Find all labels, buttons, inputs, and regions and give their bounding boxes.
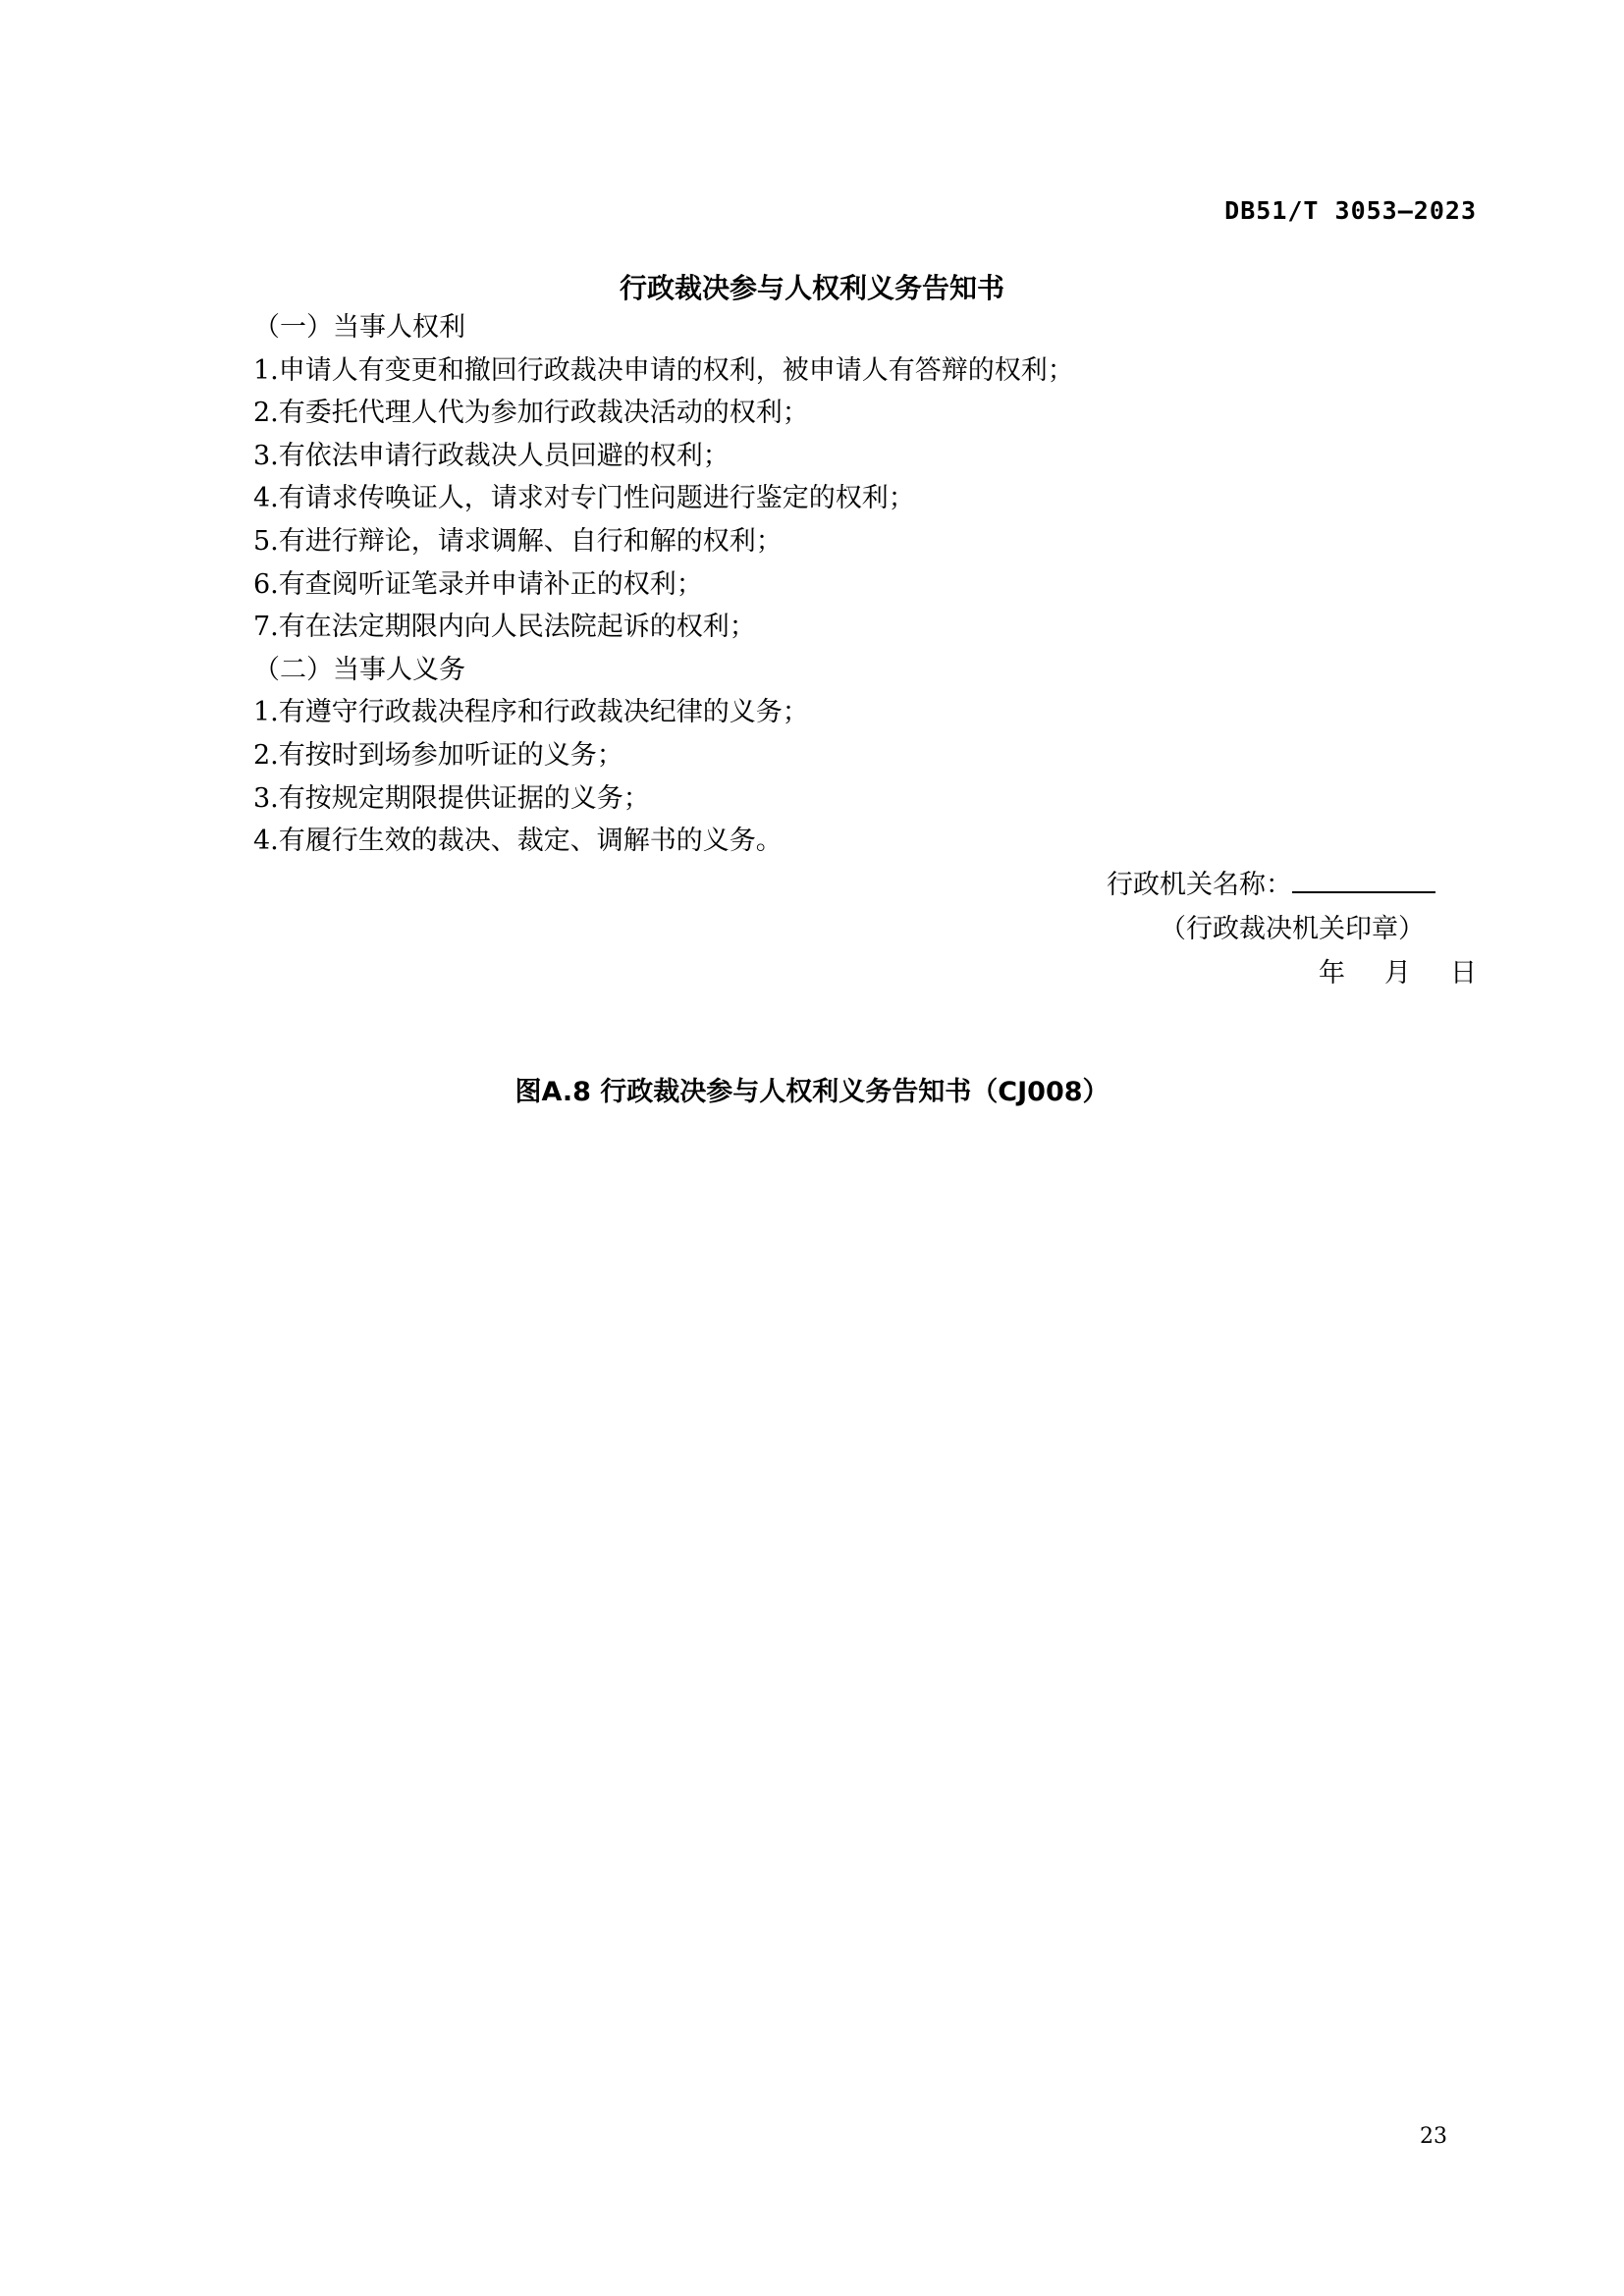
rights-item: 3.有依法申请行政裁决人员回避的权利； [253, 440, 730, 471]
seal-note: （行政裁决机关印章） [1160, 914, 1425, 944]
rights-item: 5.有进行辩论，请求调解、自行和解的权利； [253, 525, 783, 557]
rights-item: 1.申请人有变更和撤回行政裁决申请的权利，被申请人有答辩的权利； [253, 354, 1074, 386]
standard-code: DB51/T 3053—2023 [1224, 196, 1477, 225]
signature-block [986, 862, 1477, 995]
agency-name-row [986, 862, 1477, 907]
date-day: 日 [1450, 958, 1477, 988]
rights-item: 6.有查阅听证笔录并申请补正的权利； [253, 568, 703, 600]
section-heading-obligations: （二）当事人义务 [253, 654, 465, 685]
rights-item: 4.有请求传唤证人，请求对专门性问题进行鉴定的权利； [253, 483, 915, 514]
rights-item: 2.有委托代理人代为参加行政裁决活动的权利； [253, 398, 809, 429]
document-title: 行政裁决参与人权利义务告知书 [619, 272, 1004, 304]
date-line [986, 951, 1477, 995]
obligations-item: 2.有按时到场参加听证的义务； [253, 739, 623, 771]
date-year: 年 [1319, 958, 1345, 988]
obligations-item: 4.有履行生效的裁决、裁定、调解书的义务。 [253, 826, 783, 857]
notice-body [253, 306, 1481, 863]
section-heading-rights: （一）当事人权利 [253, 312, 465, 343]
rights-item: 7.有在法定期限内向人民法院起诉的权利； [253, 612, 756, 643]
obligations-item: 1.有遵守行政裁决程序和行政裁决纪律的义务； [253, 697, 809, 728]
agency-name-label: 行政机关名称： [1107, 870, 1292, 900]
obligations-item: 3.有按规定期限提供证据的义务； [253, 782, 650, 814]
agency-name-blank [1292, 862, 1435, 893]
page-number: 23 [1420, 2124, 1447, 2149]
date-month: 月 [1384, 958, 1411, 988]
figure-caption: 图A.8 行政裁决参与人权利义务告知书（CJ008） [514, 1077, 1110, 1107]
